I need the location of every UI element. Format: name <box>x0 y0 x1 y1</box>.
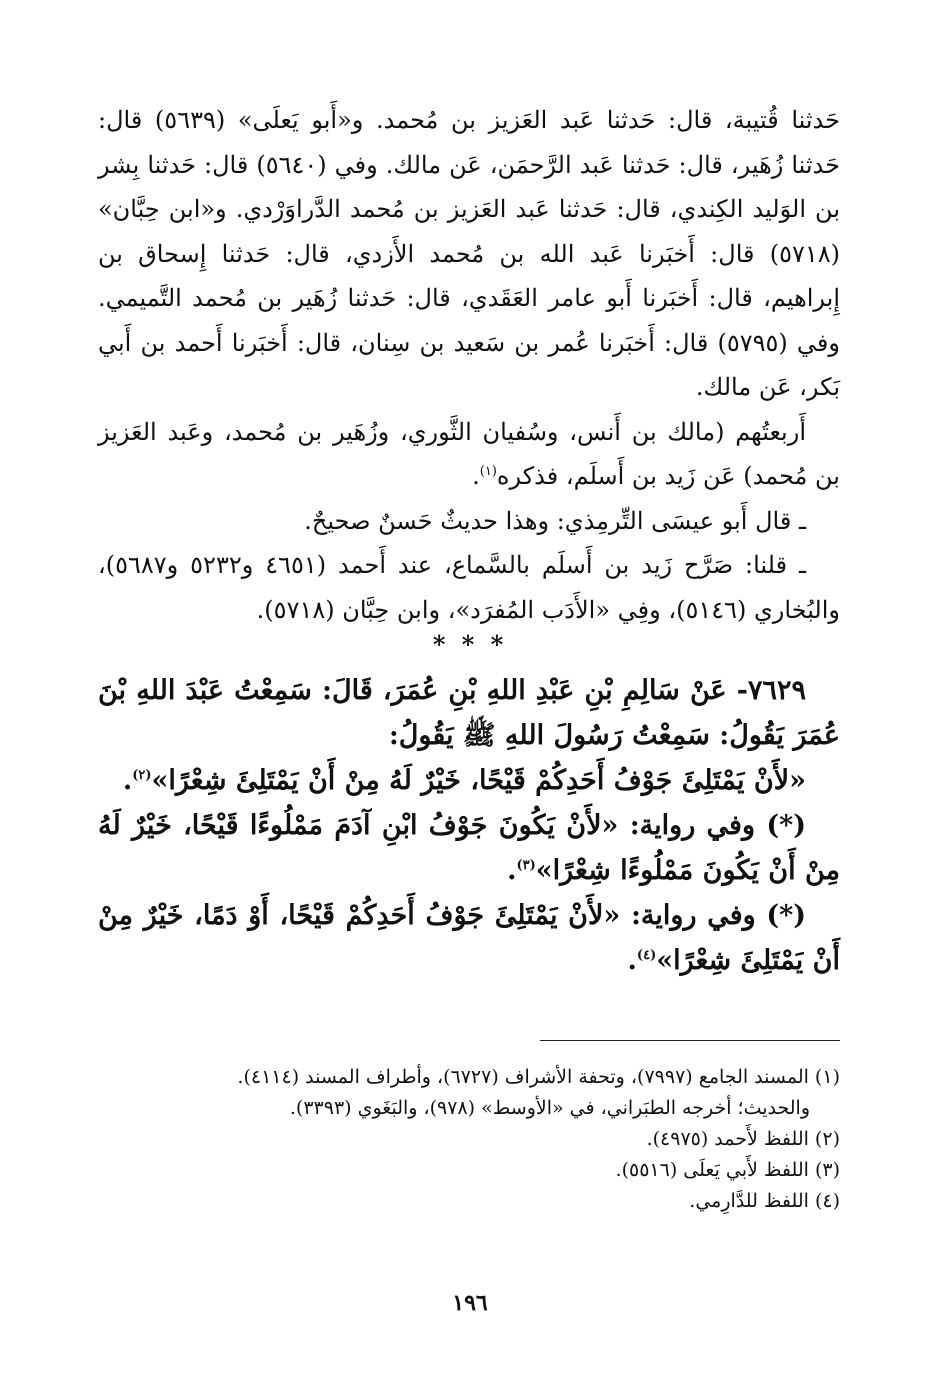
footnote-3: (٣) اللفظ لأَبي يَعلَى (٥٥١٦). <box>615 1159 840 1181</box>
hadith-section <box>98 668 840 983</box>
riwaya-2: (*) وفي رواية: «لأَنْ يَمْتَلِئَ جَوْفُ أَحَدِكُمْ قَيْحًا، أَوْ دَمًا، خَيْرٌ مِنْ أَنْ يَمْتَلِئَ شِعْرًا»$^{(٤)}$. <box>98 900 840 976</box>
editors-note: ـ قلنا: صَرَّح زَيد بن أَسلَم بالسَّماع، عند أَحمد (٤٦٥١ و٥٢٣٢ و٥٦٨٧)، والبُخاري (٥١٤٦)، وفِي «الأَدَب المُفرَد»، وابن حِبَّان (٥٧١٨). <box>98 551 840 624</box>
footnote-ref-4: (٤) <box>636 948 657 963</box>
hadith-intro: ٧٦٢٩- عَنْ سَالِمِ بْنِ عَبْدِ اللهِ بْنِ عُمَرَ، قَالَ: سَمِعْتُ عَبْدَ اللهِ بْنَ عُمَرَ يَقُولُ: سَمِعْتُ رَسُولَ اللهِ ﷺ يَقُولُ: <box>98 675 840 751</box>
isnad-paragraph: حَدثنا قُتيبة، قال: حَدثنا عَبد العَزيز بن مُحمد. و«أَبو يَعلَى» (٥٦٣٩) قال: حَدثنا زُهَير، قال: حَدثنا عَبد الرَّحمَن، عَن مالك. وفي (٥٦٤٠) قال: حَدثنا بِشر بن الوَليد الكِندي، قال: حَدثنا عَبد العَزيز بن مُحمد الدَّراوَرْدي. و«ابن حِبَّان» (٥٧١٨) قال: أَخبَرنا عَبد الله بن مُحمد الأَزدي، قال: حَدثنا إِسحاق بن إِبراهيم، قال: أَخبَرنا أَبو عامر العَقَدي، قال: حَدثنا زُهَير بن مُحمد التَّميمي. وفي (٥٧٩٥) قال: أَخبَرنا عُمر بن سَعيد بن سِنان، قال: أَخبَرنا أَحمد بن أَبي بَكر، عَن مالك. <box>98 106 840 401</box>
hadith-matn: «لأَنْ يَمْتَلِئَ جَوْفُ أَحَدِكُمْ قَيْحًا، خَيْرٌ لَهُ مِنْ أَنْ يَمْتَلِئَ شِعْرًا» <box>151 765 806 796</box>
footnote-ref-1: (١) <box>479 464 497 479</box>
riwaya-1-text: (*) وفي رواية: «لأَنْ يَكُونَ جَوْفُ ابْنِ آدَمَ مَمْلُوءًا قَيْحًا، خَيْرٌ لَهُ مِنْ أَنْ يَكُونَ مَمْلُوءًا شِعْرًا» <box>98 810 840 886</box>
footnote-4: (٤) اللفظ للدَّارِمي. <box>689 1190 840 1212</box>
page-number: ١٩٦ <box>452 1290 488 1316</box>
footnote-2: (٢) اللفظ لأَحمد (٤٩٧٥). <box>646 1128 840 1150</box>
tirmidhi-grading: ـ قال أَبو عيسَى التِّرمِذي: وهذا حديثٌ حَسنٌ صحيحٌ. <box>304 506 806 535</box>
riwaya-1: (*) وفي رواية: «لأَنْ يَكُونَ جَوْفُ ابْنِ آدَمَ مَمْلُوءًا قَيْحًا، خَيْرٌ لَهُ مِنْ أَنْ يَكُونَ مَمْلُوءًا شِعْرًا»$^{(٣)}$. <box>98 810 840 886</box>
footnote-divider <box>540 1040 840 1041</box>
commentary-text <box>98 98 840 632</box>
footnote-ref-2: (٢) <box>132 768 152 783</box>
footnote-ref-3: (٣) <box>516 858 536 873</box>
footnotes <box>98 1062 840 1217</box>
hadith-text: «لأَنْ يَمْتَلِئَ جَوْفُ أَحَدِكُمْ قَيْحًا، خَيْرٌ لَهُ مِنْ أَنْ يَمْتَلِئَ شِعْرًا»$^{(٢)}$. <box>122 765 806 796</box>
riwaya-2-text: (*) وفي رواية: «لأَنْ يَمْتَلِئَ جَوْفُ أَحَدِكُمْ قَيْحًا، أَوْ دَمًا، خَيْرٌ مِنْ أَنْ يَمْتَلِئَ شِعْرًا» <box>98 900 840 976</box>
footnote-1: (١) المسند الجامع (٧٩٩٧)، وتحفة الأشراف (٦٧٢٧)، وأطراف المسند (٤١١٤). <box>237 1066 840 1088</box>
footnote-1-continued: والحديث؛ أخرجه الطبَراني، في «الأوسط» (٩٧٨)، والبَغَوي (٣٣٩٣). <box>289 1097 810 1119</box>
section-separator: * * * <box>432 630 508 659</box>
summary-text: أَربعتُهم (مالك بن أَنس، وسُفيان الثَّوري، وزُهَير بن مُحمد، وعَبد العَزيز بن مُحمد) عَن زَيد بن أَسلَم، فذكره <box>98 417 840 490</box>
summary-paragraph: أَربعتُهم (مالك بن أَنس، وسُفيان الثَّوري، وزُهَير بن مُحمد، وعَبد العَزيز بن مُحمد) عَن زَيد بن أَسلَم، فذكره$^{(١)}$. <box>98 417 840 490</box>
